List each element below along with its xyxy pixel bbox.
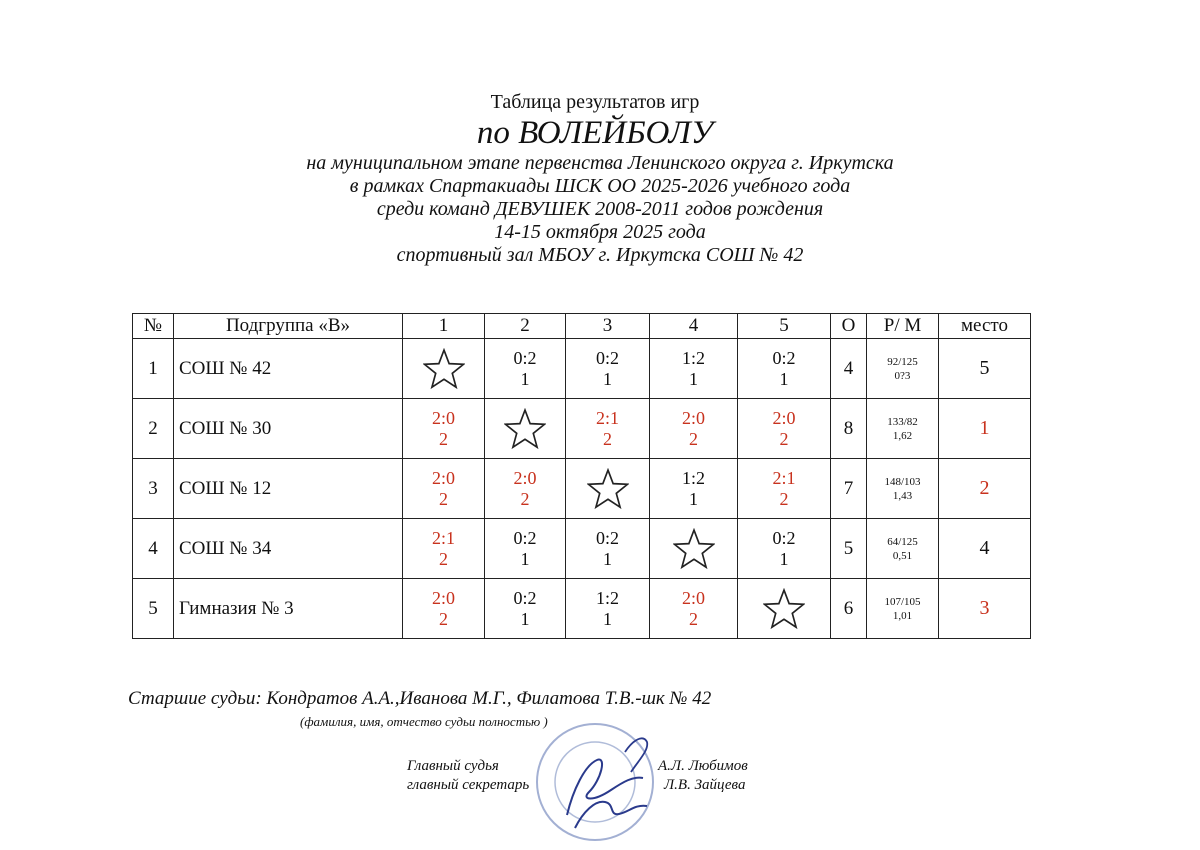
match-points: 1 bbox=[689, 488, 698, 509]
match-score: 0:2 bbox=[772, 347, 796, 368]
chief-judge-label: Главный судья bbox=[407, 758, 499, 774]
event-line-3: среди команд ДЕВУШЕК 2008-2011 годов рождения bbox=[376, 198, 824, 220]
ratio-coefficient: 1,62 bbox=[892, 429, 913, 442]
match-points: 2 bbox=[689, 428, 698, 449]
header-col-2: 2 bbox=[485, 314, 566, 339]
ratio-coefficient: 0,51 bbox=[892, 549, 913, 562]
match-score: 1:2 bbox=[681, 347, 705, 368]
match-score: 2:0 bbox=[431, 467, 455, 488]
ratio-coefficient: 1,01 bbox=[892, 609, 913, 622]
match-result-cell bbox=[403, 579, 485, 639]
row-number: 5 bbox=[133, 579, 174, 639]
row-number: 4 bbox=[133, 519, 174, 579]
set-ratio bbox=[867, 579, 939, 639]
total-points: 6 bbox=[831, 579, 867, 639]
team-name: Гимназия № 3 bbox=[174, 579, 403, 639]
match-result-cell bbox=[485, 519, 566, 579]
final-place: 5 bbox=[939, 339, 1031, 399]
match-score: 0:2 bbox=[772, 527, 796, 548]
senior-judges: Старшие судьи: Кондратов А.А.,Иванова М.Г., Филатова Т.В.-шк № 42 bbox=[128, 688, 712, 709]
match-score: 0:2 bbox=[595, 527, 619, 548]
match-points: 1 bbox=[689, 368, 698, 389]
match-score: 0:2 bbox=[595, 347, 619, 368]
match-score: 2:0 bbox=[681, 587, 705, 608]
match-result-cell bbox=[403, 459, 485, 519]
event-line-2: в рамках Спартакиады ШСК ОО 2025-2026 учебного года bbox=[349, 175, 851, 197]
event-venue: спортивный зал МБОУ г. Иркутска СОШ № 42 bbox=[396, 244, 804, 266]
chief-secretary-label: главный секретарь bbox=[407, 777, 530, 793]
match-result-cell bbox=[650, 459, 738, 519]
chief-judge-name: А.Л. Любимов bbox=[658, 758, 748, 774]
match-score: 2:0 bbox=[772, 407, 796, 428]
match-result-cell bbox=[650, 339, 738, 399]
match-result-cell bbox=[566, 519, 650, 579]
match-score: 1:2 bbox=[595, 587, 619, 608]
final-place: 3 bbox=[939, 579, 1031, 639]
chief-secretary-name: Л.В. Зайцева bbox=[664, 777, 746, 793]
table-row bbox=[133, 459, 1031, 519]
match-points: 1 bbox=[603, 608, 612, 629]
match-points: 2 bbox=[439, 428, 448, 449]
match-score: 2:1 bbox=[595, 407, 619, 428]
match-result-cell bbox=[738, 399, 831, 459]
match-points: 2 bbox=[603, 428, 612, 449]
match-points: 2 bbox=[520, 488, 530, 509]
final-place: 1 bbox=[939, 399, 1031, 459]
star-icon bbox=[504, 408, 546, 450]
match-result-cell bbox=[566, 579, 650, 639]
match-points: 1 bbox=[520, 608, 530, 629]
self-match-star-cell bbox=[485, 399, 566, 459]
header-col-4: 4 bbox=[650, 314, 738, 339]
total-points: 4 bbox=[831, 339, 867, 399]
match-points: 1 bbox=[520, 548, 530, 569]
document-title: Таблица результатов игр bbox=[490, 91, 700, 113]
results-table bbox=[132, 313, 1031, 639]
match-points: 2 bbox=[439, 608, 448, 629]
team-name: СОШ № 30 bbox=[174, 399, 403, 459]
match-score: 1:2 bbox=[681, 467, 705, 488]
points-scored-conceded: 133/82 bbox=[887, 415, 918, 428]
ratio-coefficient: 1,43 bbox=[892, 489, 913, 502]
star-icon bbox=[423, 348, 465, 390]
match-result-cell bbox=[566, 399, 650, 459]
school-stamp bbox=[515, 720, 675, 845]
match-result-cell bbox=[566, 339, 650, 399]
team-name: СОШ № 34 bbox=[174, 519, 403, 579]
table-header-row bbox=[133, 314, 1031, 339]
match-score: 0:2 bbox=[513, 347, 537, 368]
table-row bbox=[133, 339, 1031, 399]
set-ratio bbox=[867, 399, 939, 459]
points-scored-conceded: 92/125 bbox=[887, 355, 918, 368]
judges-note: (фамилия, имя, отчество судьи полностью ) bbox=[300, 714, 548, 729]
header-col-1: 1 bbox=[403, 314, 485, 339]
table-row bbox=[133, 399, 1031, 459]
match-points: 1 bbox=[603, 548, 612, 569]
final-place: 2 bbox=[939, 459, 1031, 519]
set-ratio bbox=[867, 459, 939, 519]
match-score: 2:0 bbox=[513, 467, 537, 488]
event-date: 14-15 октября 2025 года bbox=[494, 221, 706, 243]
star-icon bbox=[587, 468, 629, 510]
event-line-1: на муниципальном этапе первенства Ленинского округа г. Иркутска bbox=[306, 152, 894, 174]
match-points: 2 bbox=[689, 608, 698, 629]
self-match-star-cell bbox=[738, 579, 831, 639]
match-score: 0:2 bbox=[513, 587, 537, 608]
total-points: 5 bbox=[831, 519, 867, 579]
match-score: 0:2 bbox=[513, 527, 537, 548]
points-scored-conceded: 107/105 bbox=[884, 595, 921, 608]
match-score: 2:1 bbox=[772, 467, 796, 488]
match-score: 2:0 bbox=[431, 407, 455, 428]
match-score: 2:0 bbox=[681, 407, 705, 428]
match-result-cell bbox=[485, 579, 566, 639]
match-result-cell bbox=[738, 519, 831, 579]
points-scored-conceded: 64/125 bbox=[887, 535, 918, 548]
star-icon bbox=[673, 528, 715, 570]
team-name: СОШ № 42 bbox=[174, 339, 403, 399]
document-header bbox=[0, 90, 1200, 267]
match-result-cell bbox=[738, 459, 831, 519]
match-result-cell bbox=[738, 339, 831, 399]
match-result-cell bbox=[403, 399, 485, 459]
match-points: 1 bbox=[603, 368, 612, 389]
set-ratio bbox=[867, 339, 939, 399]
final-place: 4 bbox=[939, 519, 1031, 579]
match-points: 1 bbox=[779, 548, 789, 569]
match-points: 2 bbox=[439, 548, 448, 569]
match-points: 1 bbox=[520, 368, 530, 389]
match-result-cell bbox=[403, 519, 485, 579]
points-scored-conceded: 148/103 bbox=[884, 475, 921, 488]
total-points: 7 bbox=[831, 459, 867, 519]
team-name: СОШ № 12 bbox=[174, 459, 403, 519]
header-num: № bbox=[133, 314, 174, 339]
sport-title: по ВОЛЕЙБОЛУ bbox=[476, 115, 714, 151]
header-place: место bbox=[939, 314, 1031, 339]
row-number: 1 bbox=[133, 339, 174, 399]
match-points: 2 bbox=[439, 488, 448, 509]
header-group: Подгруппа «В» bbox=[174, 314, 403, 339]
match-points: 2 bbox=[779, 428, 789, 449]
total-points: 8 bbox=[831, 399, 867, 459]
row-number: 2 bbox=[133, 399, 174, 459]
header-col-5: 5 bbox=[738, 314, 831, 339]
self-match-star-cell bbox=[650, 519, 738, 579]
set-ratio bbox=[867, 519, 939, 579]
match-result-cell bbox=[650, 399, 738, 459]
table-row bbox=[133, 519, 1031, 579]
match-result-cell bbox=[650, 579, 738, 639]
star-icon bbox=[763, 588, 805, 630]
match-points: 1 bbox=[779, 368, 789, 389]
table-row bbox=[133, 579, 1031, 639]
self-match-star-cell bbox=[403, 339, 485, 399]
ratio-coefficient: 0?3 bbox=[894, 369, 911, 382]
self-match-star-cell bbox=[566, 459, 650, 519]
match-score: 2:0 bbox=[431, 587, 455, 608]
match-points: 2 bbox=[779, 488, 789, 509]
header-points: О bbox=[831, 314, 867, 339]
row-number: 3 bbox=[133, 459, 174, 519]
header-col-3: 3 bbox=[566, 314, 650, 339]
header-ratio: Р/ М bbox=[867, 314, 939, 339]
match-result-cell bbox=[485, 459, 566, 519]
match-score: 2:1 bbox=[431, 527, 455, 548]
match-result-cell bbox=[485, 339, 566, 399]
